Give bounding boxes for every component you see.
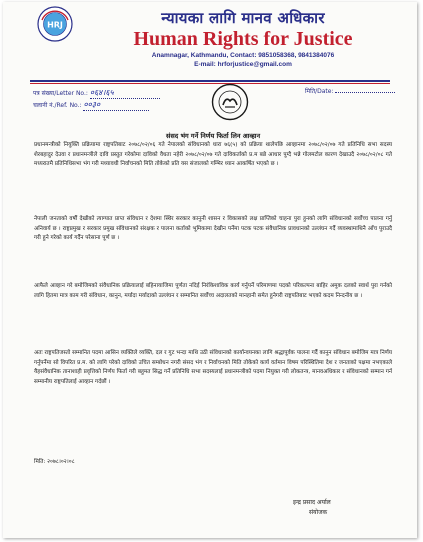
ref-no-value: ००३० (83, 99, 149, 111)
ref-no-label: चलानी नं./Ref. No.: (33, 102, 82, 109)
date-label: मिति/Date: (305, 88, 334, 95)
body-paragraph-1: प्रधानमन्त्रीको नियुक्ति प्रक्रियामा राष्ट्रपतिबाट २०७८/०२/०६ गते नेपालको संविधानको धारा ७६(५) को प्रक्रिया थालेपछि आव्हानमा २०७८/०२/०७ गते प्रतिनिधि सभा सदस्य शेरबहादुर देउवा र प्रधानमन्त्रीले दावि प्रस्तुत गरेकोमा दाविको वैधता नहेरी २०७८/०२/०७ गते दाविकर्ताको प्र.म बन्ने आधार पुग्दै भन्ने गोलमटोल कारण देखाउदै २०७८/०२/०८ गते मध्यरातमै प्रतिनिधिसभा भंग गरी मध्यावधी निर्वाचनको मिति तोकेको प्रति यस संजालको गम्भिर ध्यान आकर्षित भएको छ । (34, 142, 392, 168)
body-paragraph-4: अतः राष्ट्रपतिजस्तो सम्मानित पदमा आसिन व्यक्तिले व्यक्ति, दल र गुट भन्दा माथि उठी संविधानको कार्यान्वयनका लागि श्रद्धापूर्वक पालना गर्दै कानुन संविधान बमोजिम मात्र निर्णय गर्नुपर्नेमा सो विपरित प्र.म. को लागि परेको दाविको उचित सम्बोधन नगरी संसद भंग र निर्वाचनको मिति तोकेको कार्य वर्तमान विषम परिस्थितिमा देश र जनताको पक्षमा नभएकाले यैहसंवैधानिक तानाशाही प्रवृत्तिको निर्णय फिर्ता गरी बहुमत सिद्ध गर्ने प्रतिनिधि सभा सदस्यलाई प्रधानमन्त्रीको पदमा नियुक्त गरी लोकतन्त्र, मानवअधिकार र संविधानको सम्मान गर्न सम्मानीय राष्ट्रपतिलाई आव्हान गर्दछौं । (34, 350, 392, 385)
letterhead-title-english: Human Rights for Justice (133, 28, 353, 50)
letter-page (3, 2, 417, 538)
letterhead-title-nepali: न्यायका लागि मानव अधिकार (161, 9, 325, 27)
date-field (335, 92, 395, 93)
body-paragraph-3: आफैले आव्हान गरे बमोजिमको संवैधानिक प्रक्रियालाई बहिनायाजिमा पूर्णता नदिई निरंकिशाविक कार्य गर्नुपर्ने परिमाणमा पदको परिकल्पना बाहिर अमुक दलको स्वार्थ पुरा गर्नको लागि हितमा मात्र काम गरी संविधान, कानुन, मर्यादा मर्यादाको उल्लंघन र सम्मानित सर्वोच्च अदालतको मानहानी समेत हुनेगरी राष्ट्रपतिबाट भएको कदम निन्दनीय छ । (34, 283, 392, 299)
letterhead-address (83, 51, 403, 69)
letter-subject: संसद भंग गर्ने निर्णय फिर्ता लिन आव्हान (165, 132, 261, 140)
signatory-name: इन्द्र प्रसाद अर्याल (293, 499, 331, 506)
letter-date: मिति: २०७८।०२।०८ (34, 459, 75, 465)
header-rule-red (30, 83, 390, 84)
letter-no-label: पत्र संख्या/Letter No.: (33, 90, 88, 97)
organization-logo (37, 6, 73, 42)
body-paragraph-2: नेपाली जनताको वर्षौ देखीको त्याग्यात प्राप्त संविधान र देशमा स्थिर सरकार कानुनी शासन र विकासको लक्ष प्राप्तिको चाहना पुरा हुनको लागि संविधानको सर्वोच्च पालना गर्नु अनिवार्य छ । राष्ट्रप्रमुख र सरकार प्रमुख संविधानको संरक्षक र पालना कर्ताको भूमिकामा देखीन पर्नेमा पटक पटक संवैधानिक प्रावधानको उल्लंघन गर्दै व्यवस्थामाथिनै आँच पुराउदै गरी हुने गरेको कार्य गर्दैन परेसाना पूर्ण छ । (34, 216, 392, 242)
logo-letters: HRJ (47, 20, 63, 30)
letter-no-value: ०६४।६५ (90, 87, 160, 99)
header-rule-blue (30, 80, 390, 82)
signatory-role: संयोजक (309, 509, 328, 516)
ref-no-row (33, 99, 149, 111)
date-row (305, 87, 395, 95)
email-line: E-mail: hrforjustice@gmail.com (194, 61, 292, 68)
letter-no-row (33, 87, 160, 99)
address-line: Anamnagar, Kathmandu, Contact: 9851058368, 9841384076 (151, 52, 335, 59)
organization-stamp (211, 83, 249, 121)
